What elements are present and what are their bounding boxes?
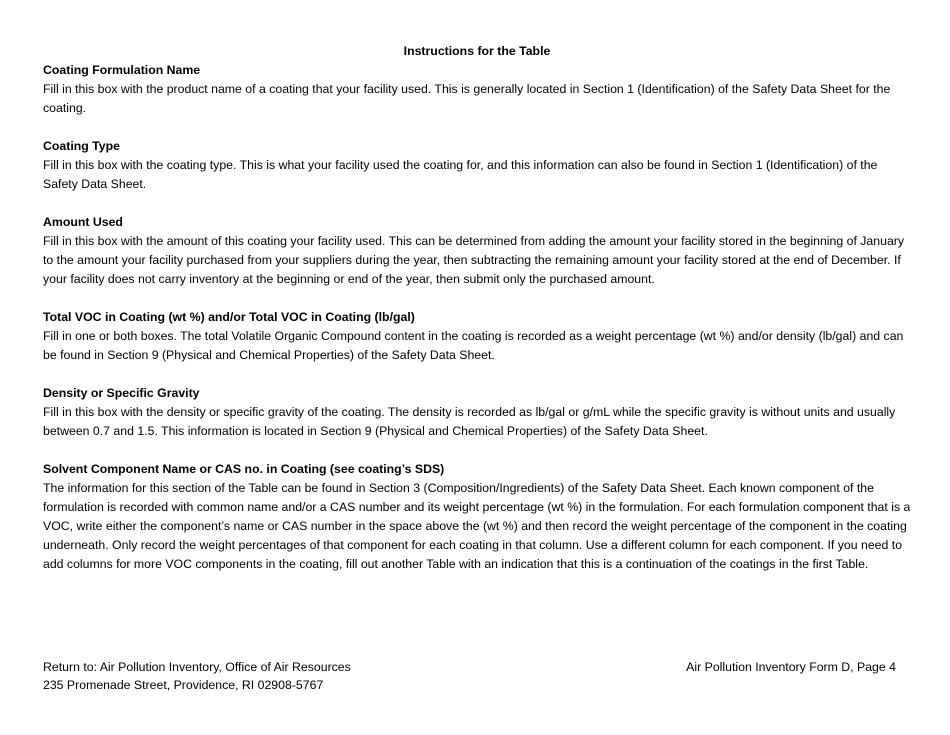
section-amount-used xyxy=(43,213,911,289)
section-body: Fill in this box with the product name of a coating that your facility used. This is generally located in Section 1 (Identification) of the Safety Data Sheet for the coating. xyxy=(43,82,891,115)
footer-page-number: Air Pollution Inventory Form D, Page 4 xyxy=(686,660,896,674)
document-page xyxy=(43,42,911,593)
section-heading: Coating Formulation Name xyxy=(43,63,201,77)
section-heading: Solvent Component Name or CAS no. in Coating (see coating’s SDS) xyxy=(43,462,445,476)
section-solvent-component xyxy=(43,460,911,574)
section-heading: Amount Used xyxy=(43,215,123,229)
section-coating-formulation-name xyxy=(43,61,911,118)
section-body: Fill in this box with the coating type. This is what your facility used the coating for, and this information can also be found in Section 1 (Identification) of the Safety Data Sheet. xyxy=(43,158,878,191)
footer-address: 235 Promenade Street, Providence, RI 02908-5767 xyxy=(43,678,324,692)
section-coating-type xyxy=(43,137,911,194)
section-body: Fill in this box with the density or specific gravity of the coating. The density is recorded as lb/gal or g/mL while the specific gravity is without units and usually between 0.7 and 1.5. This information is located in Section 9 (Physical and Chemical Properties) of the Safety Data Sheet. xyxy=(43,405,896,438)
section-body: Fill in one or both boxes. The total Volatile Organic Compound content in the coating is recorded as a weight percentage (wt %) and/or density (lb/gal) and can be found in Section 9 (Physical and Chemical Properties) of the Safety Data Sheet. xyxy=(43,329,904,362)
section-body: Fill in this box with the amount of this coating your facility used. This can be determined from adding the amount your facility stored in the beginning of January to the amount your facility purchased from your suppliers during the year, then subtracting the remaining amount your facility stored at the end of December. If your facility does not carry inventory at the beginning or end of the year, then submit only the purchased amount. xyxy=(43,234,905,286)
footer-form-page xyxy=(686,658,896,676)
footer-return-address xyxy=(43,658,351,694)
section-body: The information for this section of the Table can be found in Section 3 (Composition/Ingredients) of the Safety Data Sheet. Each known component of the formulation is recorded with common name and/or a CAS number and its weight percentage (wt %) in the formulation. For each formulation component that is a VOC, write either the component’s name or CAS number in the space above the (wt %) and then record the weight percentage of the component in the coating underneath. Only record the weight percentages of that component for each coating in that column. Use a different column for each component. If you need to add columns for more VOC components in the coating, fill out another Table with an indication that this is a continuation of the coatings in the first Table. xyxy=(43,481,911,571)
section-heading: Coating Type xyxy=(43,139,120,153)
footer-return-to: Return to: Air Pollution Inventory, Office of Air Resources xyxy=(43,660,351,674)
section-density-specific-gravity xyxy=(43,384,911,441)
section-heading: Density or Specific Gravity xyxy=(43,386,200,400)
page-title: Instructions for the Table xyxy=(403,44,551,58)
section-total-voc xyxy=(43,308,911,365)
section-heading: Total VOC in Coating (wt %) and/or Total VOC in Coating (lb/gal) xyxy=(43,310,415,324)
